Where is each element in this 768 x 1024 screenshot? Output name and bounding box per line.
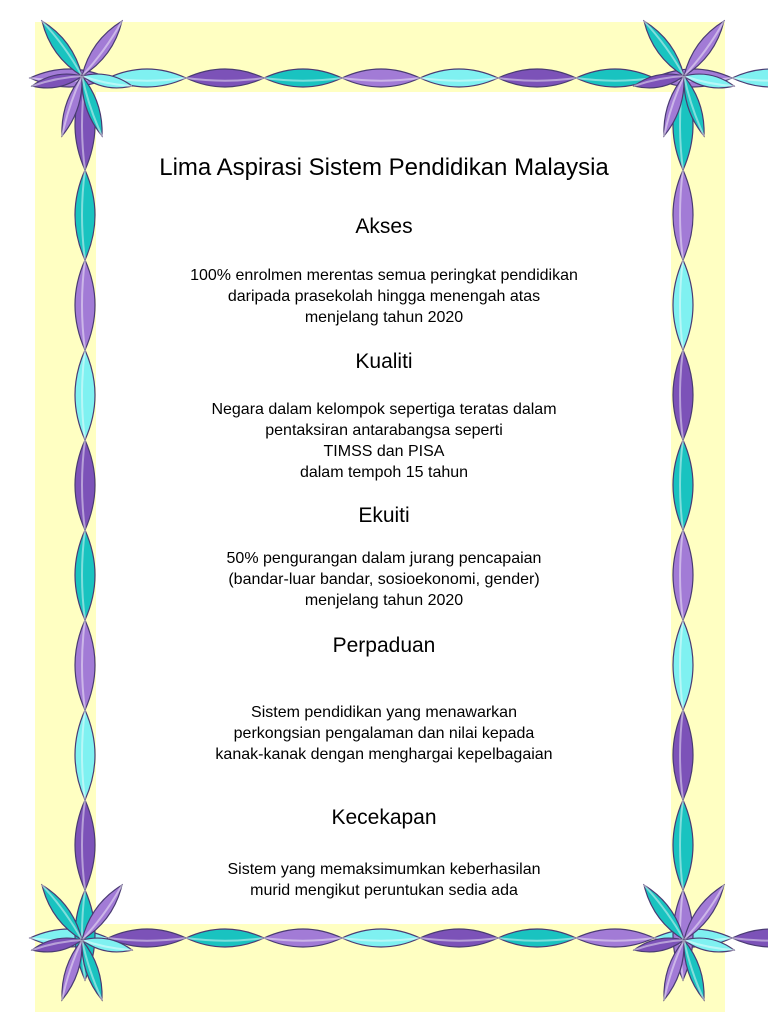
paragraph-line: kanak-kanak dengan menghargai kepelbagaian xyxy=(215,746,553,763)
paragraph-line: pentaksiran antarabangsa seperti xyxy=(265,422,503,439)
paragraph-line: 50% pengurangan dalam jurang pencapaian xyxy=(226,550,542,567)
heading-ekuiti: Ekuiti xyxy=(358,504,410,527)
paragraph-akses xyxy=(110,265,658,328)
page-title: Lima Aspirasi Sistem Pendidikan Malaysia xyxy=(159,154,609,181)
heading-perpaduan: Perpaduan xyxy=(332,634,436,657)
paragraph-line: TIMSS dan PISA xyxy=(323,443,445,460)
paragraph-line: Sistem yang memaksimumkan keberhasilan xyxy=(227,861,541,878)
heading-akses: Akses xyxy=(355,215,413,238)
paragraph-line: Sistem pendidikan yang menawarkan xyxy=(251,704,517,721)
paragraph-line: 100% enrolmen merentas semua peringkat pendidikan xyxy=(190,267,578,284)
paragraph-line: Negara dalam kelompok sepertiga teratas dalam xyxy=(211,401,557,418)
paragraph-perpaduan xyxy=(110,702,658,765)
paragraph-line: menjelang tahun 2020 xyxy=(304,309,464,326)
paragraph-line: perkongsian pengalaman dan nilai kepada xyxy=(233,725,535,742)
paragraph-line: daripada prasekolah hingga menengah atas xyxy=(227,288,541,305)
paragraph-kecekapan xyxy=(110,859,658,901)
paragraph-line: menjelang tahun 2020 xyxy=(304,592,464,609)
paragraph-ekuiti xyxy=(110,548,658,611)
paragraph-line: murid mengikut peruntukan sedia ada xyxy=(250,882,518,899)
paragraph-kualiti xyxy=(110,399,658,483)
heading-kecekapan: Kecekapan xyxy=(331,806,437,829)
paragraph-line: dalam tempoh 15 tahun xyxy=(299,464,469,481)
paragraph-line: (bandar-luar bandar, sosioekonomi, gender) xyxy=(228,571,540,588)
heading-kualiti: Kualiti xyxy=(355,350,413,373)
